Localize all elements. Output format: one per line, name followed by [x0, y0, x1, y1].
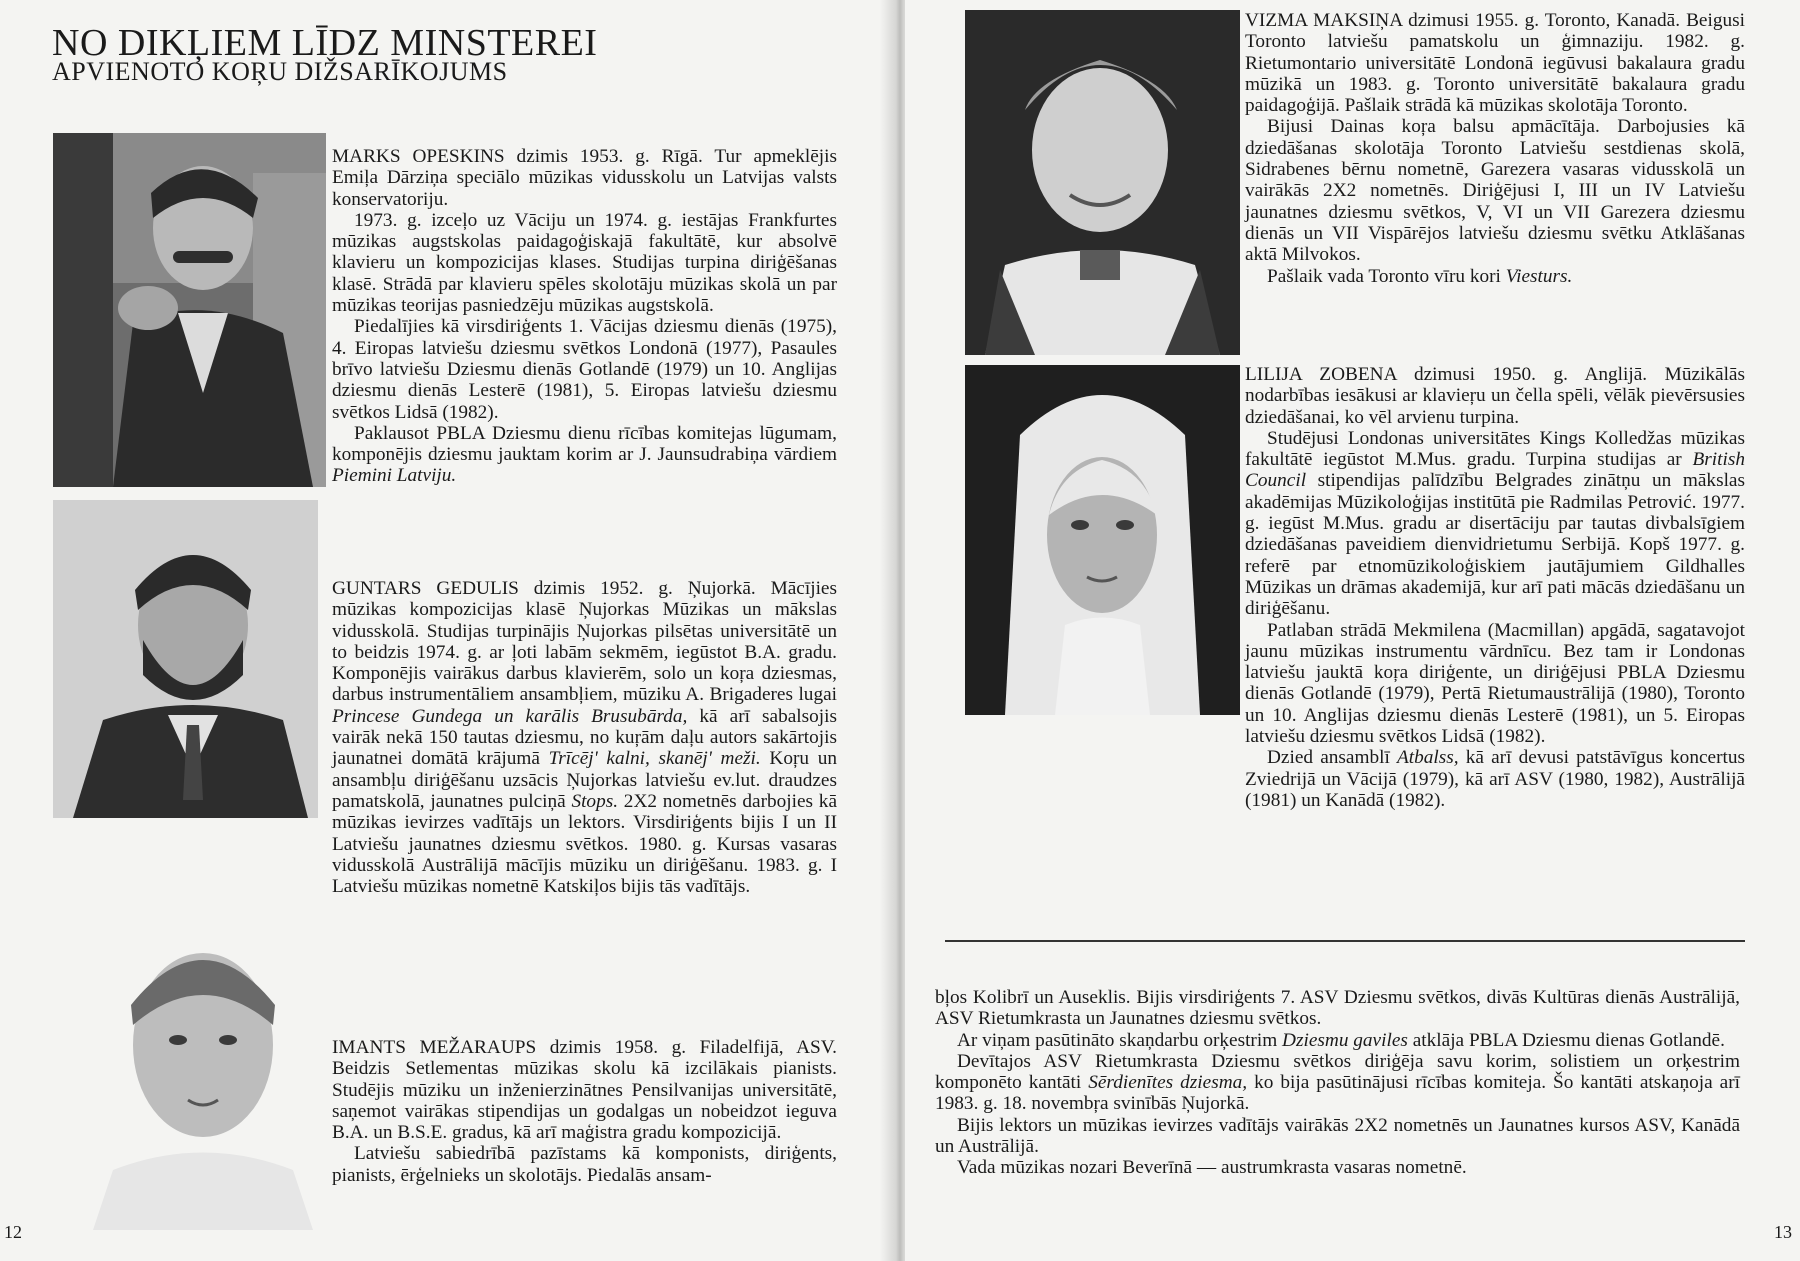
- bio-paragraph: Piedalījies kā virsdiriģents 1. Vācijas dziesmu dienās (1975), 4. Eiropas latviešu dziesmu svētkos Londonā (1977), Pasaules brīvo latviešu Dziesmu dienās Gotlandē (1979) un 10. Anglijas dziesmu dienās Lesterē (1981), 5. Eiropas latviešu dziesmu svētkos Lidsā (1982).: [332, 316, 837, 423]
- page-number: 13: [1774, 1222, 1792, 1242]
- page-title: NO DIKĻIEM LĪDZ MINSTEREI: [52, 22, 598, 64]
- bio-paragraph: Patlaban strādā Mekmilena (Macmillan) apgādā, sagatavojot jaunu mūzikas instrumentu vārdnīcu. Bez tam ir Londonas latviešu jauktā koŗa diriģente, un diriģējusi PBLA Dziesmu dienās Gotlandē (1979), Pertā Rietumaustrālijā (1980), Toronto un 10. Anglijas dziesmu dienās Lesterē (1981), un 5. Eiropas latviešu dziesmu svētkos Lidsā (1982).: [1245, 619, 1745, 748]
- portrait-photo-lilija-zobena: [965, 365, 1240, 715]
- page-number: 12: [4, 1222, 22, 1242]
- bio-paragraph: LILIJA ZOBENA dzimusi 1950. g. Anglijā. Mūzikālās nodarbības iesākusi ar klavieŗu un čella spēli, vēlāk pievērsusies dziedāšanai, ko vēl arvienu turpina.: [1245, 364, 1745, 428]
- bio-paragraph: Ar viņam pasūtināto skaņdarbu orķestrim Dziesmu gaviles atklāja PBLA Dziesmu dienas Gotlandē.: [957, 1029, 1725, 1051]
- bio-vizma-maksina: [1245, 10, 1745, 287]
- work-title: Dziesmu gaviles: [1282, 1029, 1408, 1051]
- organization-name: British Council: [1245, 449, 1745, 492]
- bio-paragraph: Bijis lektors un mūzikas ievirzes vadītājs vairākās 2X2 nometnēs un Jaunatnes kursos ASV, Kanādā un Austrālijā.: [935, 1114, 1740, 1158]
- section-divider: [945, 940, 1745, 942]
- portrait-photo-imants-mezaraups: [53, 895, 326, 1230]
- bio-paragraph: GUNTARS GEDULIS dzimis 1952. g. Ņujorkā. Mācījies mūzikas kompozicijas klasē Ņujorkas Mūzikas un mākslas vidusskolā. Studijas turpinājis Ņujorkas pilsētas universitātē un to beidzis 1974. g. ar ļoti labām sekmēm, iegūstot B.A. gradu. Komponējis vairākus darbus klavierēm, solo un koŗa dziesmas, darbus instrumentāliem ansambļiem, mūziku A. Brigaderes lugai Princese Gundega un karālis Brusubārda, kā arī sabalsojis vairāk nekā 150 tautas dziesmu, no kuŗām daļu autors sakārtojis jaunatnei domātā krājumā Trīcēj' kalni, skanēj' meži. Koŗu un ansambļu diriģēšanu uzsācis Ņujorkas latviešu ev.lut. draudzes pamatskolā, jaunatnes pulciņā Stops. 2X2 nometnēs darbojies kā mūzikas ievirzes vadītājs un lektors. Virsdiriģents bijis I un II Latviešu jaunatnes dziesmu svētkos. 1980. g. Kursas vasaras vidusskolā Austrālijā mācījis mūziku un diriģēšanu. 1983. g. I Latviešu mūzikas nometnē Katskiļos bijis tās vadītājs.: [332, 578, 837, 898]
- bio-paragraph: Dzied ansamblī Atbalss, kā arī devusi patstāvīgus koncertus Zviedrijā un Vācijā (1979), kā arī ASV (1980, 1982), Austrālijā (1981) un Kanādā (1982).: [1245, 747, 1745, 811]
- bio-marks-opeskins: [332, 146, 837, 487]
- ensemble-name: Atbalss,: [1396, 747, 1459, 769]
- song-title: Piemini Latviju.: [332, 465, 457, 487]
- bio-paragraph: VIZMA MAKSIŅA dzimusi 1955. g. Toronto, Kanadā. Beigusi Toronto latviešu pamatskolu un ģimnaziju. 1982. g. Rietumontario universitātē Londonā iegūvusi bakalaura gradu mūzikā un 1983. g. Toronto universitātē bakalaura gradu paidagoģijā. Pašlaik strādā kā mūzikas skolotāja Toronto.: [1245, 10, 1745, 117]
- bio-paragraph: 1973. g. izceļo uz Vāciju un 1974. g. iestājas Frankfurtes mūzikas augstskolas paidagoģiskajā fakultātē, kur absolvē klavieru un kompozicijas klases. Studijas turpina diriģēšanas klasē. Strādā par klavieru spēles skolotāju mūzikas skolā un par mūzikas teorijas pasniedzēju mūzikas augstskolā.: [332, 209, 837, 317]
- portrait-photo-guntars-gedulis: [53, 500, 318, 818]
- bio-paragraph: Devītajos ASV Rietumkrasta Dziesmu svētkos diriģēja savu korim, solistiem un orķestrim komponēto kantāti Sērdienītes dziesma, ko bija pasūtinājusi rīcības komiteja. Šo kantāti atskaņoja arī 1983. g. 18. novembŗa svinībās Ņujorkā.: [935, 1050, 1741, 1115]
- bio-paragraph: Pašlaik vada Toronto vīru kori Viesturs.: [1267, 265, 1573, 287]
- bio-guntars-gedulis: [332, 578, 837, 897]
- choir-name: Viesturs.: [1505, 265, 1573, 287]
- portrait-photo-vizma-maksina: [965, 10, 1240, 355]
- bio-continuation-imants-mezaraups: [935, 987, 1740, 1179]
- page-subtitle: APVIENOTO KOŖU DIŽSARĪKOJUMS: [52, 57, 508, 86]
- bio-paragraph: Vada mūzikas nozari Beverīnā — austrumkrasta vasaras nometnē.: [957, 1157, 1467, 1179]
- play-title: Princese Gundega un karālis Brusubārda,: [332, 705, 688, 727]
- portrait-photo-marks-opeskins: [53, 133, 326, 487]
- group-name: Stops.: [571, 790, 619, 812]
- right-page: [905, 0, 1800, 1261]
- bio-paragraph: Paklausot PBLA Dziesmu dienu rīcības komitejas lūgumam, komponējis dziesmu jauktam korim ar J. Jaunsudrabiņa vārdiem Piemini Latviju.: [332, 422, 837, 487]
- bio-paragraph: MARKS OPESKINS dzimis 1953. g. Rīgā. Tur apmeklējis Emiļa Dārziņa speciālo mūzikas vidusskolu un Latvijas valsts konservatoriju.: [332, 146, 837, 210]
- bio-paragraph: Studējusi Londonas universitātes Kings Kolledžas mūzikas fakultātē iegūstot M.Mus. gradu. Turpina studijas ar British Council stipendijas palīdzību Belgrades zinātņu un mākslas akadēmijas Mūzikoloģijas institūtā pie Radmilas Petrović. 1977. g. iegūst M.Mus. gradu ar disertāciju par tautas divbalsīgiem dziedāšanas paveidiem dienvidrietumu Serbijā. Kopš 1977. g. referē par etnomūzikoloģiskiem jautājumiem Gildhalles Mūzikas un drāmas akademijā, kur arī pati mācās dziedāšanu un diriģēšanu.: [1245, 427, 1745, 620]
- collection-title: Trīcēj' kalni, skanēj' meži.: [548, 748, 761, 770]
- bio-paragraph: bļos Kolibrī un Auseklis. Bijis virsdiriģents 7. ASV Dziesmu svētkos, divās Kultūras dienās Austrālijā, ASV Rietumkrasta un Jaunatnes dziesmu svētkos.: [935, 987, 1740, 1030]
- bio-paragraph: Latviešu sabiedrībā pazīstams kā komponists, diriģents, pianists, ērģelnieks un skolotājs. Piedalās ansam-: [332, 1143, 837, 1186]
- left-page: [0, 0, 895, 1261]
- cantata-title: Sērdienītes dziesma,: [1088, 1072, 1248, 1094]
- bio-imants-mezaraups: [332, 1037, 837, 1186]
- bio-paragraph: IMANTS MEŽARAUPS dzimis 1958. g. Filadelfijā, ASV. Beidzis Setlementas mūzikas skolu kā izcilākais pianists. Studējis mūziku un inženierzinātnes Pensilvanijas universitātē, saņemot vairākas stipendijas un godalgas un nobeidzot ieguva B.A. un B.S.E. gradus, kā arī maģistra gradu kompozicijā.: [332, 1037, 837, 1144]
- bio-lilija-zobena: [1245, 364, 1745, 811]
- bio-paragraph: Bijusi Dainas koŗa balsu apmācītāja. Darbojusies kā dziedāšanas skolotāja Toronto Latviešu sestdienas skolā, Sidrabenes bērnu nometnē, Garezera vasaras vidusskolā un vairākās 2X2 nometnēs. Diriģējusi I, III un IV Latviešu jaunatnes dziesmu svētkos, V, VI un VII Garezera dziesmu dienās un VII Vispārējos latviešu dziesmu svētku Atklāšanas aktā Milvokos.: [1245, 116, 1745, 266]
